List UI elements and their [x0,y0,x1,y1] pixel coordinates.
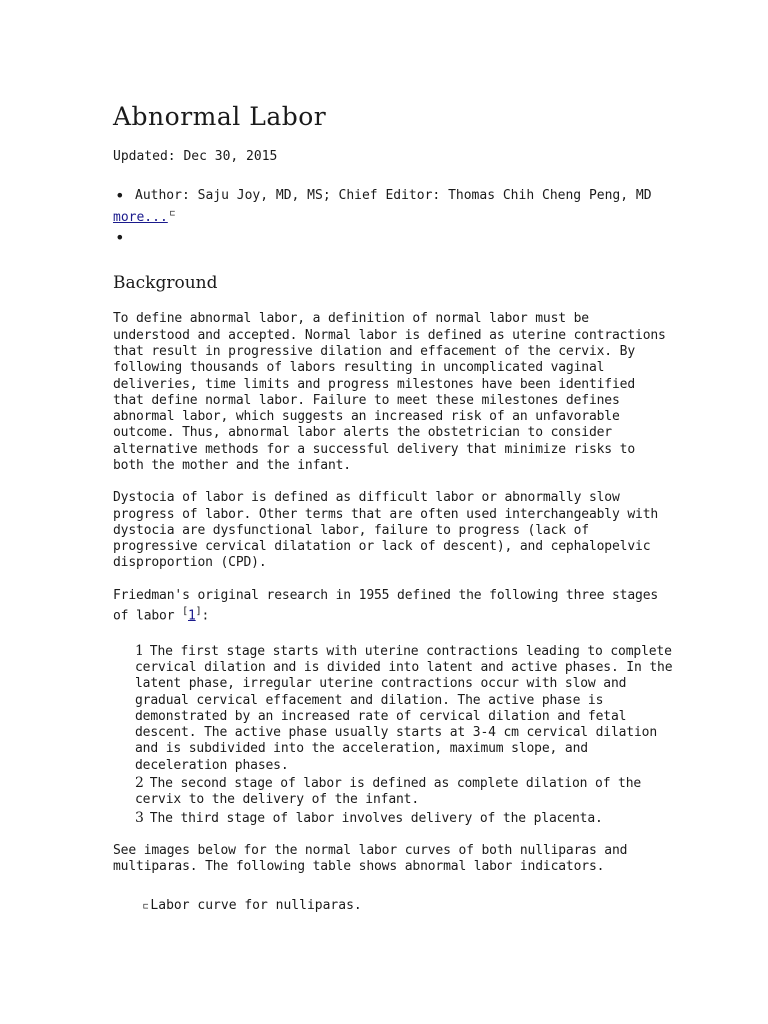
reference-bracket-open: [ [182,606,188,618]
friedman-text: Friedman's original research in 1955 defined the following three stages of labor [113,587,659,624]
section-heading-background: Background [113,273,218,294]
list-item [135,775,673,809]
author-item [113,186,673,227]
stage-text: The second stage of labor is defined as complete dilation of the cervix to the delivery of the infant. [135,776,642,808]
empty-list-item [135,228,673,247]
list-item [135,643,673,774]
labor-stages-list [113,643,673,827]
paragraph-dystocia: Dystocia of labor is defined as difficult labor or abnormally slow progress of labor. Other terms that are often used interchangeably with dystocia are dysfunctional labor, failure to progress (lack of progressive cervical dilatation or lack of descent), and cephalopelvic disproportion (CPD). [113,490,659,571]
stage-number: 3 [135,809,144,826]
paragraph-friedman [113,588,673,625]
list-item [135,810,673,827]
author-list [113,186,673,247]
stage-text: The third stage of labor involves delivery of the placenta. [149,810,603,826]
paragraph-definition: To define abnormal labor, a definition of normal labor must be understood and accepted. Normal labor is defined as uterine contractions that result in progressive dilation and effacement of the cervix. By following thousands of labors resulting in uncomplicated vaginal deliveries, time limits and progress milestones have been identified that define normal labor. Failure to meet these milestones defines abnormal labor, which suggests an increased risk of an unfavorable outcome. Thus, abnormal labor alerts the obstetrician to consider alternative methods for a successful delivery that minimize risks to both the mother and the infant. [113,311,666,473]
page-title: Abnormal Labor [113,102,327,131]
updated-date: Updated: Dec 30, 2015 [113,149,278,164]
reference-bracket-close: ] [195,606,202,618]
author-line: Author: Saju Joy, MD, MS; Chief Editor: Thomas Chih Cheng Peng, MD [135,188,652,203]
friedman-colon: : [201,608,210,624]
reference-link-1[interactable]: 1 [187,608,196,624]
paragraph-images-intro: See images below for the normal labor curves of both nulliparas and multiparas. The following table shows abnormal labor indicators. [113,842,628,875]
image-link-nulliparas[interactable] [143,898,673,915]
stage-number: 2 [135,775,144,792]
stage-text: The first stage starts with uterine contractions leading to complete cervical dilation and is divided into latent and active phases. In the latent phase, irregular uterine contractions occur with slow and gradual cervical effacement and dilation. The active phase is demonstrated by an increased rate of cervical dilation and fetal descent. The active phase usually starts at 3-4 cm cervical dilation and is subdivided into the acceleration, maximum slope, and deceleration phases. [135,643,673,773]
stage-number: 1 [135,642,144,659]
external-link-icon: ⊏ [169,209,176,219]
image-placeholder-icon: ⊏ [143,901,149,912]
article [113,100,673,915]
image-caption: Labor curve for nulliparas. [150,897,362,913]
more-link[interactable]: more... [113,210,168,226]
